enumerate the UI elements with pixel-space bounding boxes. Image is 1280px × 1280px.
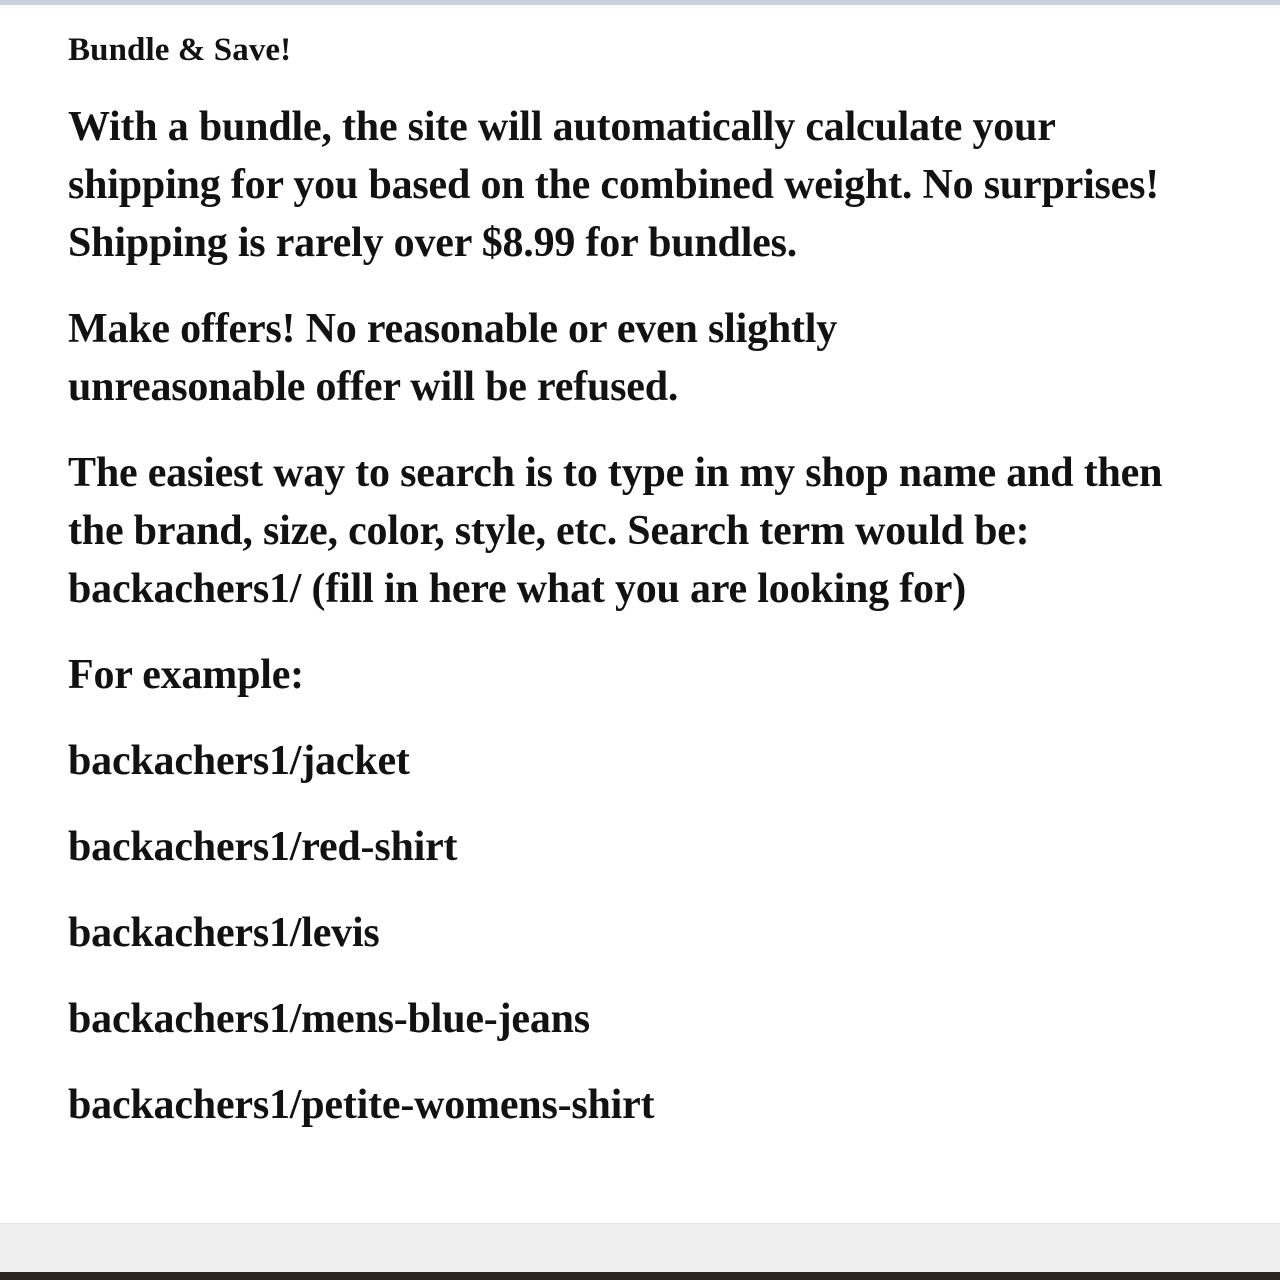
- example-search-term-jacket: backachers1/jacket: [68, 738, 410, 784]
- paragraph-bundle-shipping: With a bundle, the site will automatically calculate your shipping for you based on the combined weight. No surprises! Shipping is rarely over $8.99 for bundles.: [68, 104, 1160, 266]
- listing-description-panel: [0, 8, 1280, 1223]
- example-search-term-red-shirt: backachers1/red-shirt: [68, 824, 458, 870]
- paragraph-search-instructions: The easiest way to search is to type in my shop name and then the brand, size, color, style, etc. Search term would be: backachers1/ (fill in here what you are looking for): [68, 450, 1163, 612]
- example-search-term-petite-womens-shirt: backachers1/petite-womens-shirt: [68, 1082, 655, 1128]
- paragraph-for-example: For example:: [68, 652, 304, 698]
- example-search-term-mens-blue-jeans: backachers1/mens-blue-jeans: [68, 996, 590, 1042]
- page-title: Bundle & Save!: [68, 32, 292, 68]
- example-search-term-levis: backachers1/levis: [68, 910, 380, 956]
- footer-band: [0, 1223, 1280, 1272]
- paragraph-make-offers: Make offers! No reasonable or even slightly unreasonable offer will be refused.: [68, 306, 838, 410]
- bottom-chrome-bar: [0, 1272, 1280, 1280]
